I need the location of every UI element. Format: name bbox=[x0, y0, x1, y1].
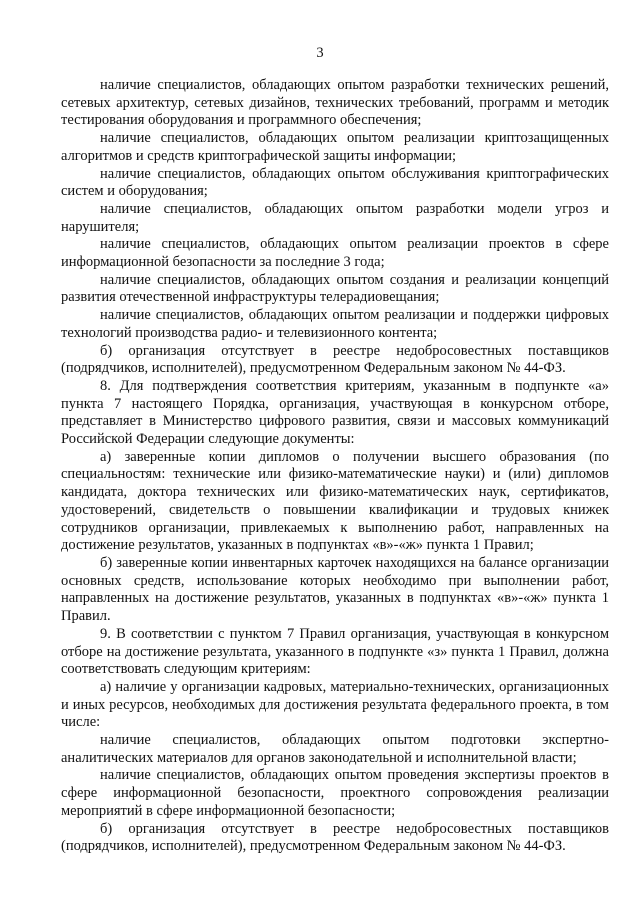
paragraph: наличие специалистов, обладающих опытом реализации и поддержки цифровых технологий производства радио- и телевизионного контента; bbox=[61, 307, 609, 341]
paragraph: а) заверенные копии дипломов о получении высшего образования (по специальностям: технические или физико-математические науки) и (или) дипломов кандидата, доктора технических или физико-математических наук, сертификатов, удостоверений, свидетельств о повышении квалификации и трудовых книжек сотрудников организации, привлекаемых к выполнению работ, направленных на достижение результатов, указанных в подпунктах «в»-«ж» пункта 1 Правил; bbox=[61, 448, 609, 554]
paragraph: наличие специалистов, обладающих опытом реализации криптозащищенных алгоритмов и средств криптографической защиты информации; bbox=[61, 130, 609, 164]
paragraph: наличие специалистов, обладающих опытом подготовки экспертно-аналитических материалов для органов законодательной и исполнительной власти; bbox=[61, 732, 609, 766]
paragraph: 9. В соответствии с пунктом 7 Правил организация, участвующая в конкурсном отборе на достижение результата, указанного в подпункте «з» пункта 1 Правил, должна соответствовать следующим критериям: bbox=[61, 625, 609, 678]
paragraph: 8. Для подтверждения соответствия критериям, указанным в подпункте «а» пункта 7 настоящего Порядка, организация, участвующая в конкурсном отборе, представляет в Министерство цифрового развития, связи и массовых коммуникаций Российской Федерации следующие документы: bbox=[61, 377, 609, 448]
paragraph: наличие специалистов, обладающих опытом разработки технических решений, сетевых архитектур, сетевых дизайнов, технических требований, программ и методик тестирования оборудования и программного обеспечения; bbox=[61, 77, 609, 129]
paragraph: а) наличие у организации кадровых, материально-технических, организационных и иных ресурсов, необходимых для достижения результата федерального проекта, в том числе: bbox=[61, 678, 609, 731]
paragraph: наличие специалистов, обладающих опытом создания и реализации концепций развития отечественной инфраструктуры телерадиовещания; bbox=[61, 271, 609, 306]
paragraph: наличие специалистов, обладающих опытом реализации проектов в сфере информационной безопасности за последние 3 года; bbox=[61, 236, 609, 271]
paragraph: б) организация отсутствует в реестре недобросовестных поставщиков (подрядчиков, исполнителей), предусмотренном Федеральным законом № 44-ФЗ. bbox=[61, 820, 609, 855]
paragraph: б) организация отсутствует в реестре недобросовестных поставщиков (подрядчиков, исполнителей), предусмотренном Федеральным законом № 44-ФЗ. bbox=[61, 342, 609, 377]
paragraph: наличие специалистов, обладающих опытом разработки модели угроз и нарушителя; bbox=[61, 200, 609, 235]
paragraph: б) заверенные копии инвентарных карточек находящихся на балансе организации основных средств, использование которых необходимо при выполнении работ, направленных на достижение результатов, указанных в подпунктах «в»-«ж» пункта 1 Правил. bbox=[61, 554, 609, 625]
document-body bbox=[61, 77, 609, 856]
paragraph: наличие специалистов, обладающих опытом проведения экспертизы проектов в сфере информационной безопасности, проектного сопровождения реализации мероприятий в сфере информационной безопасности; bbox=[61, 767, 609, 819]
paragraph: наличие специалистов, обладающих опытом обслуживания криптографических систем и оборудования; bbox=[61, 165, 609, 200]
page-number: 3 bbox=[316, 45, 324, 61]
